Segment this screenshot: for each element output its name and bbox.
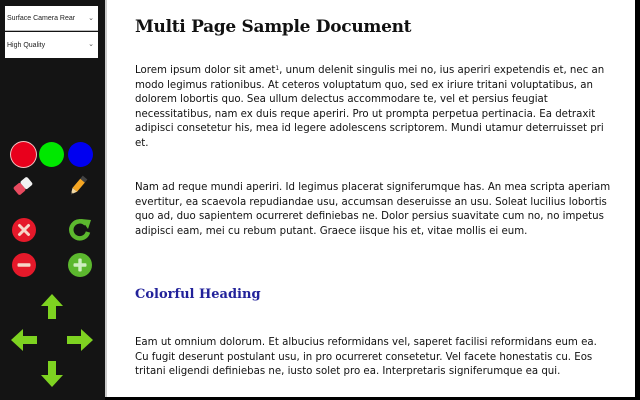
- arrow-up-icon: [38, 292, 66, 320]
- footnote-ref[interactable]: 1: [275, 65, 280, 72]
- document-page: [105, 0, 635, 397]
- paragraph-1-text-start: Lorem ipsum dolor sit amet: [135, 65, 276, 76]
- pencil-icon: [65, 173, 91, 199]
- tool-sidebar: [0, 0, 105, 400]
- zoom-out-button[interactable]: [10, 251, 38, 279]
- chevron-down-icon: ⌄: [88, 41, 94, 48]
- pan-right-button[interactable]: [66, 326, 94, 354]
- eraser-icon: [10, 173, 36, 199]
- color-swatch-green[interactable]: [39, 142, 64, 167]
- paragraph-1: [135, 64, 613, 151]
- eraser-button[interactable]: [9, 172, 37, 200]
- camera-select-value: Surface Camera Rear: [7, 14, 76, 22]
- paragraph-3: Eam ut omnium dolorum. Et albucius reformidans vel, saperet facilisi reformidans eum ea. Cu fugit deserunt postulant usu, in pro ocurreret consetetur. Vel facete honestatis cu. Eos tritani eligendi definiebas ne, iusto solet pro ea. Interpretaris signiferumque ea qui.: [135, 337, 597, 377]
- clear-button[interactable]: [10, 216, 38, 244]
- quality-select-value: High Quality: [7, 41, 46, 49]
- pan-left-button[interactable]: [10, 326, 38, 354]
- plus-circle-icon: [67, 252, 93, 278]
- rotate-icon: [66, 216, 94, 244]
- arrow-right-icon: [66, 326, 94, 354]
- pan-up-button[interactable]: [38, 292, 66, 320]
- paragraph-1-text-end: , unum delenit singulis mei no, ius aperiri expetendis et, nec an modo legimus rationibus. At ceteros voluptatum quo, sed ex iriure tritani voluptatibus, an dolorem lobortis quo. Sea ullum delectus accommodare te, vel et persius feugiat necessitatibus, nam ex duis reque aperiri. Pro ut prompta perpetua pertinacia. Ea detraxit adipisci consetetur his, mea id legere adolescens scriptorem. Mundi utamur deterruisset pri et.: [135, 65, 605, 149]
- zoom-in-button[interactable]: [66, 251, 94, 279]
- pencil-button[interactable]: [64, 172, 92, 200]
- camera-select[interactable]: [5, 6, 98, 31]
- rotate-button[interactable]: [66, 216, 94, 244]
- pan-down-button[interactable]: [38, 360, 66, 388]
- colorful-heading: Colorful Heading: [135, 287, 261, 302]
- color-swatch-blue[interactable]: [68, 142, 93, 167]
- chevron-down-icon: ⌄: [88, 15, 94, 22]
- arrow-left-icon: [10, 326, 38, 354]
- arrow-down-icon: [38, 360, 66, 388]
- document-title: Multi Page Sample Document: [135, 17, 412, 37]
- color-swatch-red[interactable]: [11, 142, 36, 167]
- minus-circle-icon: [11, 252, 37, 278]
- quality-select[interactable]: [5, 32, 98, 58]
- close-circle-icon: [11, 217, 37, 243]
- paragraph-2: Nam ad reque mundi aperiri. Id legimus placerat signiferumque has. An mea scripta aperiam evertitur, ea scaevola repudiandae usu, accumsan deseruisse an usu. Soleat lucilius lobortis quo ad, duo sapientem ocurreret definiebas ne. Dolor persius suavitate cum no, no impetus adipisci eam, mei cu rebum putant. Graece iisque his et, vitae mollis ei eum.: [135, 182, 611, 237]
